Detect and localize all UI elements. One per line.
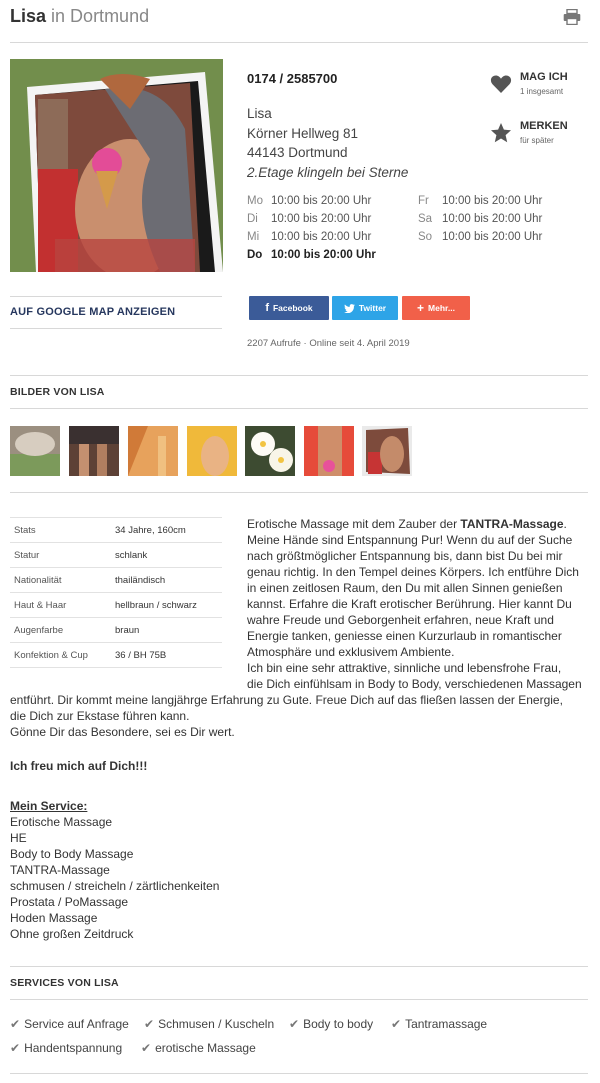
divider: [10, 296, 222, 297]
facebook-label: Facebook: [272, 303, 313, 313]
list-item: Ohne großen Zeitdruck: [10, 927, 134, 941]
service-tag: ✔ Schmusen / Kuscheln: [144, 1017, 275, 1031]
hours-row: Mi 10:00 bis 20:00 Uhr: [247, 231, 372, 243]
hours-row: Fr 10:00 bis 20:00 Uhr: [418, 195, 543, 207]
divider: [10, 408, 588, 409]
list-item: schmusen / streicheln / zärtlichenkeiten: [10, 879, 220, 893]
address-note: 2.Etage klingeln bei Sterne: [247, 164, 409, 180]
services-section-title: SERVICES VON LISA: [10, 977, 119, 989]
star-icon: [490, 122, 512, 144]
gallery-thumbnail[interactable]: [69, 426, 119, 476]
check-icon: ✔: [144, 1017, 155, 1031]
table-row: Augenfarbe braun: [10, 618, 222, 643]
service-tag: ✔ Handentspannung: [10, 1041, 123, 1055]
divider: [10, 492, 588, 493]
divider: [10, 1073, 588, 1074]
gallery-thumbnail[interactable]: [10, 426, 60, 476]
save-button[interactable]: [490, 120, 590, 150]
list-item: Hoden Massage: [10, 911, 98, 925]
stats-table: [10, 517, 222, 668]
divider: [10, 328, 222, 329]
table-row: Statur schlank: [10, 543, 222, 568]
gallery-thumbnail[interactable]: [245, 426, 295, 476]
more-label: Mehr...: [428, 303, 455, 313]
greeting: Ich freu mich auf Dich!!!: [10, 759, 148, 773]
divider: [10, 966, 588, 967]
description-text-wide: entführt. Dir kommt meine langjährge Erfahrung zu Gute. Freue Dich auf das fließen lassen der Energie, die Dich zur Ekstase führen kann. Gönne Dir das Besondere, sei es Dir wert.: [10, 693, 563, 739]
heart-icon: [490, 73, 512, 95]
list-item: Body to Body Massage: [10, 847, 134, 861]
phone-number[interactable]: 0174 / 2585700: [247, 71, 338, 86]
facebook-icon: f: [265, 302, 269, 314]
check-icon: ✔: [141, 1041, 152, 1055]
list-item: Erotische Massage: [10, 815, 113, 829]
list-item: HE: [10, 831, 27, 845]
facebook-share-button[interactable]: [249, 296, 329, 320]
table-row: Haut & Haar hellbraun / schwarz: [10, 593, 222, 618]
opening-hours-left: [247, 192, 376, 264]
divider: [10, 999, 588, 1000]
gallery-thumbnail[interactable]: [187, 426, 237, 476]
opening-hours-right: [418, 192, 542, 246]
images-section-title: BILDER VON LISA: [10, 386, 105, 398]
hours-row: Sa 10:00 bis 20:00 Uhr: [418, 213, 543, 225]
hours-row-today: Do 10:00 bis 20:00 Uhr: [247, 249, 376, 261]
gallery-thumbnail[interactable]: [128, 426, 178, 476]
check-icon: ✔: [10, 1041, 21, 1055]
more-share-button[interactable]: [402, 296, 470, 320]
list-item: TANTRA-Massage: [10, 863, 110, 877]
page-title: [10, 6, 149, 27]
gallery-thumbnail[interactable]: [362, 426, 412, 476]
plus-icon: +: [417, 301, 425, 315]
service-list: [10, 798, 219, 942]
table-row: Stats 34 Jahre, 160cm: [10, 518, 222, 543]
twitter-share-button[interactable]: [332, 296, 398, 320]
check-icon: ✔: [391, 1017, 402, 1031]
hours-row: Mo 10:00 bis 20:00 Uhr: [247, 195, 372, 207]
hours-row: So 10:00 bis 20:00 Uhr: [418, 231, 543, 243]
profile-name: Lisa: [10, 6, 47, 26]
table-row: Konfektion & Cup 36 / BH 75B: [10, 643, 222, 668]
service-list-title: Mein Service:: [10, 799, 88, 813]
service-tag: ✔ Service auf Anfrage: [10, 1017, 129, 1031]
save-sub: für später: [520, 136, 554, 145]
address-block: [247, 104, 408, 182]
check-icon: ✔: [289, 1017, 300, 1031]
like-count: 1 insgesamt: [520, 87, 564, 96]
zip-city: 44143 Dortmund: [247, 145, 348, 160]
like-label: MAG ICH: [520, 71, 568, 83]
contact-name: Lisa: [247, 106, 272, 121]
check-icon: ✔: [10, 1017, 21, 1031]
street: Körner Hellweg 81: [247, 125, 359, 141]
table-row: Nationalität thailändisch: [10, 568, 222, 593]
gallery-thumbnail[interactable]: [304, 426, 354, 476]
profile-city: in Dortmund: [51, 6, 150, 26]
save-label: MERKEN: [520, 120, 568, 132]
print-icon[interactable]: [563, 9, 581, 25]
service-tag: ✔ Tantramassage: [391, 1017, 488, 1031]
google-map-link[interactable]: AUF GOOGLE MAP ANZEIGEN: [10, 306, 176, 318]
hours-row: Di 10:00 bis 20:00 Uhr: [247, 213, 372, 225]
divider: [10, 375, 588, 376]
description-text: Erotische Massage mit dem Zauber der TANTRA-Massage. Meine Hände sind Entspannung Pur! Wenn du auf der Suche nach größtmöglicher Entspannung bis, dann bist Du bei mir genau richtig. In den Tempel deines Körpers. Ich entführe Dich in einen zeitlosen Raum, den Du mit allen Sinnen genießen kannst. Erfahre die Kraft erotischer Berührung. Hier kannt Du wahre Freude und Geborgenheit erfahren, neue Kraft und Energie tanken, geniesse einen Kurzurlaub in romantischer Atmosphäre und exklusivem Ambiente. Ich bin eine sehr attraktive, sinnliche und lebensfrohe Frau, die Dich einfühlsam in Body to Body, verschiedenen Massagen: [247, 517, 582, 691]
views-info: 2207 Aufrufe · Online seit 4. April 2019: [247, 338, 410, 349]
divider: [10, 42, 588, 43]
like-button[interactable]: [490, 71, 590, 101]
list-item: Prostata / PoMassage: [10, 895, 129, 909]
twitter-icon: [344, 304, 355, 313]
service-tag: ✔ erotische Massage: [141, 1041, 256, 1055]
twitter-label: Twitter: [358, 303, 387, 313]
profile-photo[interactable]: [10, 59, 223, 272]
service-tag: ✔ Body to body: [289, 1017, 374, 1031]
